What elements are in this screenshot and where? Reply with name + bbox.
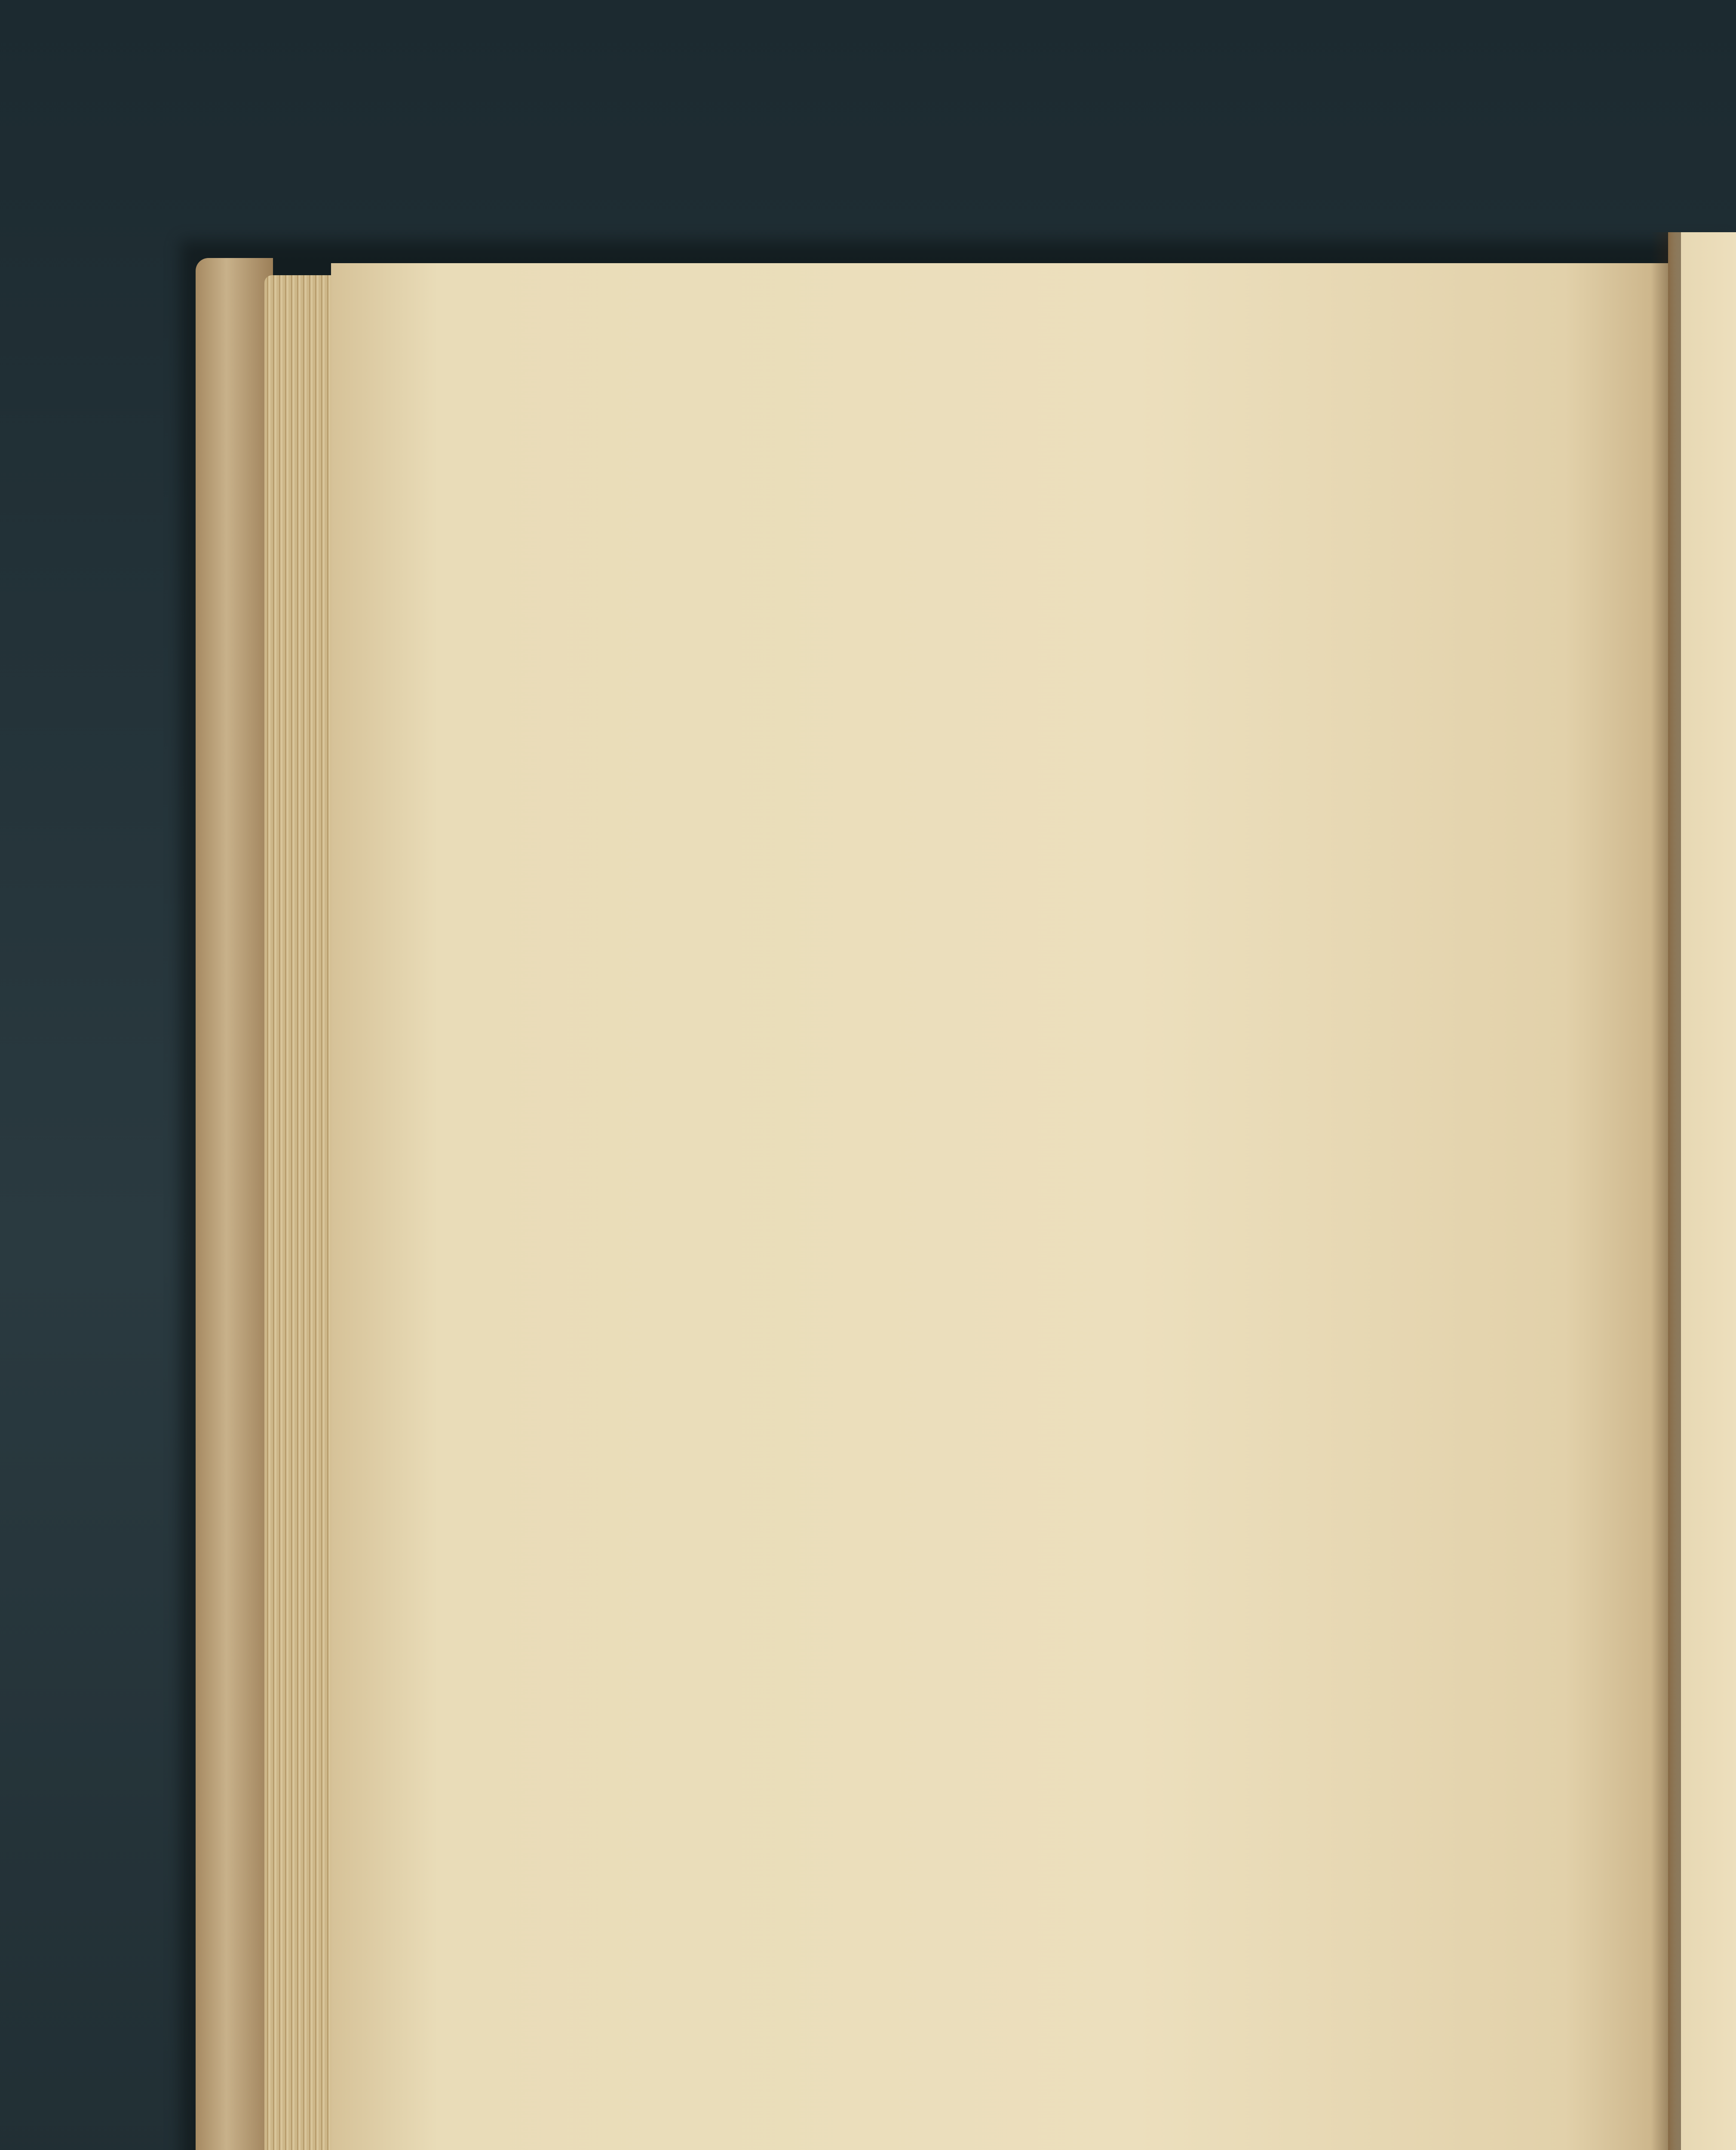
book-binding bbox=[196, 258, 273, 2150]
left-page bbox=[331, 263, 1672, 2150]
page-edges bbox=[264, 275, 337, 2150]
running-head bbox=[572, 353, 1616, 418]
gutter-shade bbox=[1651, 232, 1681, 2150]
